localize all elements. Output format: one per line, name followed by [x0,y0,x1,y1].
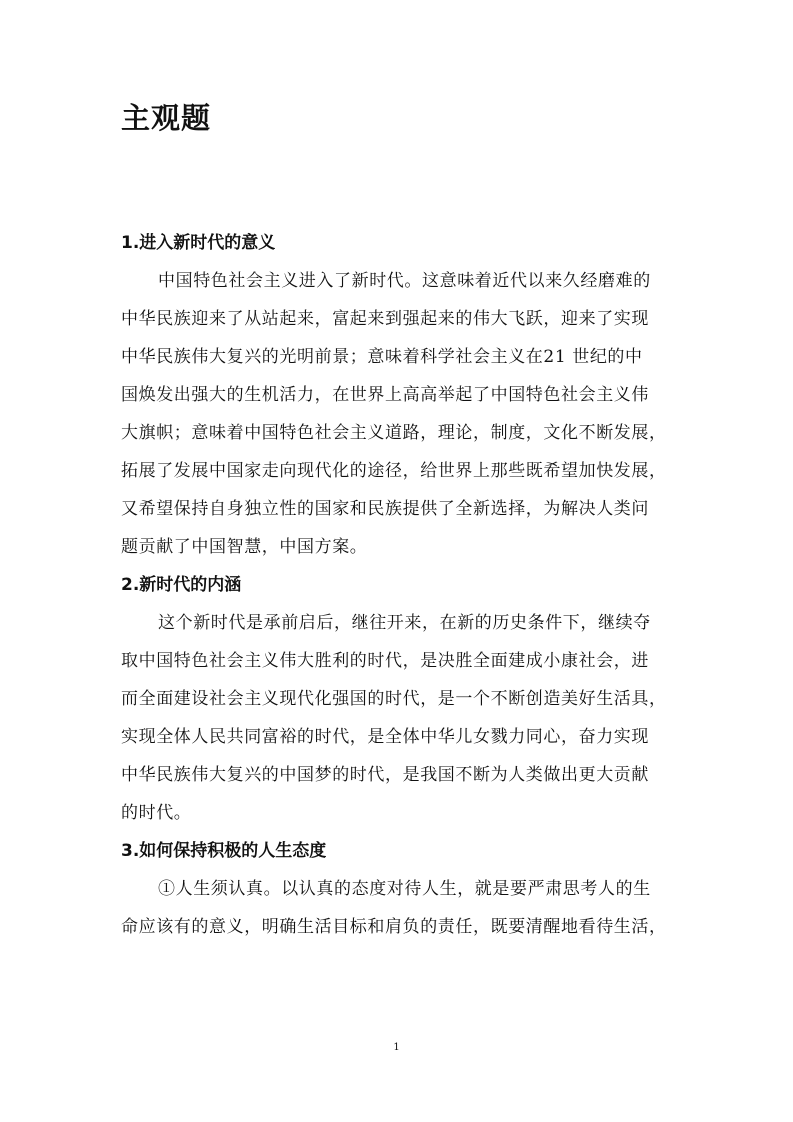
document-body [121,224,681,946]
paragraph-line: 拓展了发展中国家走向现代化的途径，给世界上那些既希望加快发展， [121,461,667,481]
paragraph-line: 中华民族伟大复兴的中国梦的时代，是我国不断为人类做出更大贡献 [121,765,649,785]
document-title: 主观题 [121,101,212,135]
paragraph-line: 大旗帜；意味着中国特色社会主义道路，理论，制度，文化不断发展， [121,423,667,443]
section-heading: 1.进入新时代的意义 [121,233,276,253]
paragraph-line: ①人生须认真。以认真的态度对待人生，就是要严肃思考人的生 [158,879,651,899]
paragraph-line: 取中国特色社会主义伟大胜利的时代，是决胜全面建成小康社会，进 [121,651,649,671]
section-3 [121,832,681,946]
paragraph-line: 国焕发出强大的生机活力，在世界上高高举起了中国特色社会主义伟 [121,385,649,405]
paragraph-line: 中华民族伟大复兴的光明前景；意味着科学社会主义在21 世纪的中 [121,347,643,367]
section-heading: 2.新时代的内涵 [121,575,242,595]
section-paragraph [121,262,681,566]
paragraph-line: 的时代。 [121,803,192,823]
paragraph-line: 中国特色社会主义进入了新时代。这意味着近代以来久经磨难的 [158,271,651,291]
section-paragraph [121,870,681,946]
section-heading: 3.如何保持积极的人生态度 [121,841,327,861]
paragraph-line: 实现全体人民共同富裕的时代，是全体中华儿女戮力同心，奋力实现 [121,727,649,747]
section-1 [121,224,681,566]
section-2 [121,566,681,832]
paragraph-line: 又希望保持自身独立性的国家和民族提供了全新选择，为解决人类问 [121,499,649,519]
paragraph-line: 而全面建设社会主义现代化强国的时代，是一个不断创造美好生活具， [121,689,667,709]
paragraph-line: 命应该有的意义，明确生活目标和肩负的责任，既要清醒地看待生活， [121,917,667,937]
section-paragraph [121,604,681,832]
paragraph-line: 中华民族迎来了从站起来，富起来到强起来的伟大飞跃，迎来了实现 [121,309,649,329]
paragraph-line: 题贡献了中国智慧，中国方案。 [121,537,368,557]
paragraph-line: 这个新时代是承前启后，继往开来，在新的历史条件下，继续夺 [158,613,651,633]
page-number: 1 [393,1042,400,1053]
